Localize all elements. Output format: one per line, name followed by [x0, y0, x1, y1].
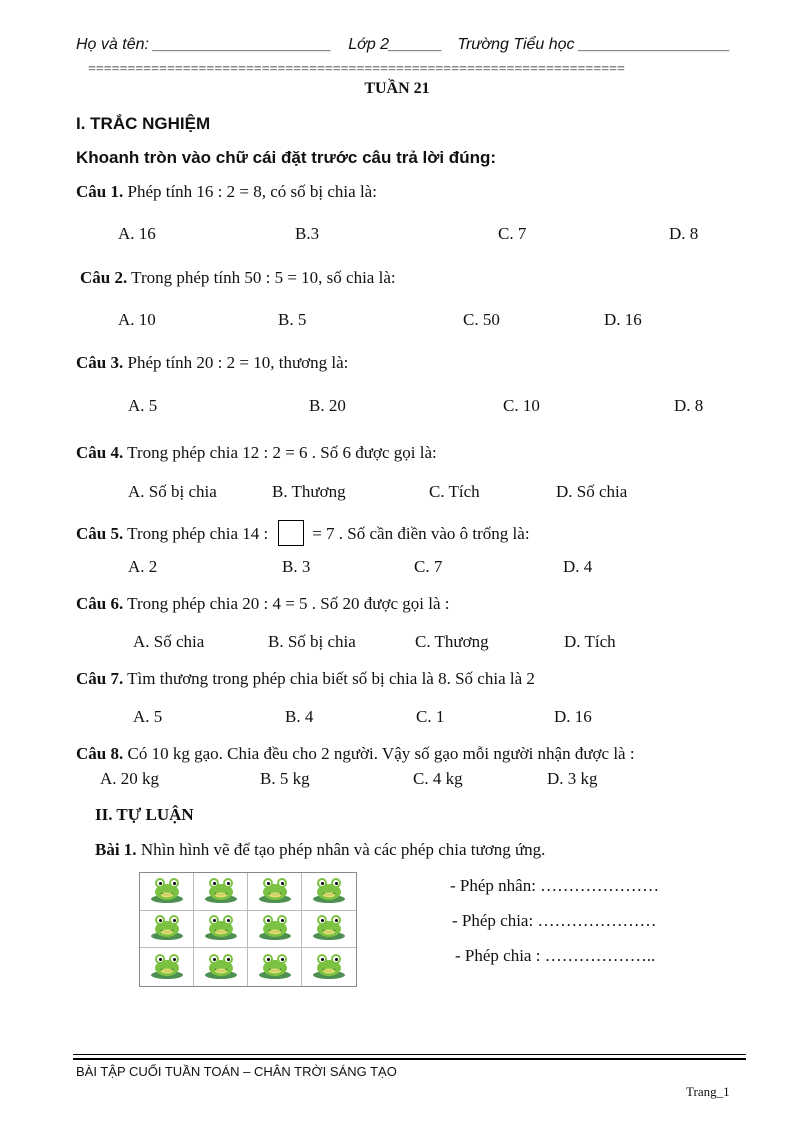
- frog-icon: [150, 875, 184, 908]
- frog-icon: [150, 912, 184, 945]
- question-label: Câu 4.: [76, 443, 124, 462]
- question-text-after: = 7 . Số cần điền vào ô trống là:: [312, 524, 530, 543]
- frog-cell: [194, 911, 248, 949]
- frog-icon: [312, 912, 346, 945]
- frog-icon: [312, 951, 346, 984]
- question-5: [76, 520, 530, 546]
- frog-cell: [302, 948, 356, 986]
- question-6: [76, 594, 449, 614]
- frog-icon: [204, 951, 238, 984]
- q7-option-d[interactable]: D. 16: [554, 707, 592, 726]
- q4-option-b[interactable]: B. Thương: [272, 482, 346, 501]
- q2-option-b[interactable]: B. 5: [278, 310, 307, 329]
- question-2: [80, 268, 396, 288]
- frog-icon: [204, 875, 238, 908]
- q3-option-b[interactable]: B. 20: [309, 396, 346, 415]
- q7-option-c[interactable]: C. 1: [416, 707, 445, 726]
- q8-option-a[interactable]: A. 20 kg: [100, 769, 160, 788]
- question-label: Câu 8.: [76, 744, 124, 763]
- question-7: [76, 669, 535, 689]
- frog-icon: [258, 951, 292, 984]
- name-field-label: Họ và tên: ____________________: [76, 36, 332, 53]
- footer-rule-thin: [73, 1054, 746, 1055]
- q8-option-b[interactable]: B. 5 kg: [260, 769, 310, 788]
- q6-option-c[interactable]: C. Thương: [415, 632, 489, 651]
- question-label: Câu 3.: [76, 353, 124, 372]
- q4-option-c[interactable]: C. Tích: [429, 482, 480, 501]
- q4-option-d[interactable]: D. Số chia: [556, 482, 628, 501]
- frog-cell: [302, 911, 356, 949]
- question-1: [76, 182, 377, 202]
- frog-cell: [248, 873, 302, 911]
- exercise-1: [95, 840, 545, 860]
- q6-option-b[interactable]: B. Số bị chia: [268, 632, 356, 651]
- q4-option-a[interactable]: A. Số bị chia: [128, 482, 217, 501]
- exercise-label: Bài 1.: [95, 840, 137, 859]
- question-8: [76, 744, 635, 764]
- q3-option-c[interactable]: C. 10: [503, 396, 540, 415]
- question-label: Câu 2.: [80, 268, 128, 287]
- question-text-before: Trong phép chia 14 :: [123, 524, 269, 543]
- q5-option-b[interactable]: B. 3: [282, 557, 311, 576]
- q3-option-a[interactable]: A. 5: [128, 396, 158, 415]
- question-label: Câu 1.: [76, 182, 124, 201]
- multiplication-answer-line[interactable]: - Phép nhân: …………………: [450, 876, 660, 895]
- question-label: Câu 7.: [76, 669, 124, 688]
- frog-cell: [194, 873, 248, 911]
- frog-cell: [140, 948, 194, 986]
- q7-option-b[interactable]: B. 4: [285, 707, 314, 726]
- question-4: [76, 443, 437, 463]
- q3-option-d[interactable]: D. 8: [674, 396, 704, 415]
- frog-cell: [248, 911, 302, 949]
- question-3: [76, 353, 348, 373]
- q5-option-c[interactable]: C. 7: [414, 557, 443, 576]
- q1-option-a[interactable]: A. 16: [118, 224, 156, 243]
- q1-option-d[interactable]: D. 8: [669, 224, 699, 243]
- footer-rule-thick: [73, 1058, 746, 1060]
- question-label: Câu 5.: [76, 524, 124, 543]
- q2-option-a[interactable]: A. 10: [118, 310, 156, 329]
- part2-title: II. TỰ LUẬN: [95, 805, 194, 824]
- q2-option-d[interactable]: D. 16: [604, 310, 642, 329]
- frog-cell: [302, 873, 356, 911]
- frog-icon: [204, 912, 238, 945]
- frog-cell: [140, 873, 194, 911]
- frog-picture: [139, 872, 357, 987]
- page-number: Trang_1: [686, 1084, 730, 1099]
- question-text: Trong phép tính 50 : 5 = 10, số chia là:: [127, 268, 396, 287]
- student-info-header: [76, 36, 730, 54]
- part1-instruction: Khoanh tròn vào chữ cái đặt trước câu trả lời đúng:: [76, 148, 497, 167]
- question-text: Trong phép chia 20 : 4 = 5 . Số 20 được gọi là :: [123, 594, 450, 613]
- class-field-label: Lớp 2______: [348, 36, 443, 53]
- question-text: Trong phép chia 12 : 2 = 6 . Số 6 được gọi là:: [123, 443, 437, 462]
- footer-title: BÀI TẬP CUỐI TUẦN TOÁN – CHÂN TRỜI SÁNG TẠO: [76, 1064, 397, 1079]
- division-answer-line-2[interactable]: - Phép chia : ………………..: [455, 946, 656, 965]
- q1-option-c[interactable]: C. 7: [498, 224, 527, 243]
- answer-blank-box[interactable]: [278, 520, 304, 546]
- header-divider: ====================================================================: [88, 62, 625, 77]
- school-field-label: Trường Tiểu học _________________: [457, 36, 731, 53]
- frog-icon: [258, 875, 292, 908]
- frog-icon: [312, 875, 346, 908]
- q6-option-a[interactable]: A. Số chia: [133, 632, 205, 651]
- question-label: Câu 6.: [76, 594, 124, 613]
- frog-cell: [248, 948, 302, 986]
- question-text: Phép tính 20 : 2 = 10, thương là:: [123, 353, 349, 372]
- part1-title: I. TRẮC NGHIỆM: [76, 114, 211, 133]
- frog-cell: [140, 911, 194, 949]
- question-text: Phép tính 16 : 2 = 8, có số bị chia là:: [123, 182, 377, 201]
- division-answer-line-1[interactable]: - Phép chia: …………………: [452, 911, 657, 930]
- q5-option-a[interactable]: A. 2: [128, 557, 158, 576]
- q5-option-d[interactable]: D. 4: [563, 557, 593, 576]
- q2-option-c[interactable]: C. 50: [463, 310, 500, 329]
- q8-option-d[interactable]: D. 3 kg: [547, 769, 598, 788]
- q6-option-d[interactable]: D. Tích: [564, 632, 616, 651]
- frog-icon: [258, 912, 292, 945]
- week-title: TUẦN 21: [364, 80, 430, 97]
- exercise-text: Nhìn hình vẽ để tạo phép nhân và các phép chia tương ứng.: [136, 840, 546, 859]
- q7-option-a[interactable]: A. 5: [133, 707, 163, 726]
- q8-option-c[interactable]: C. 4 kg: [413, 769, 463, 788]
- question-text: Có 10 kg gạo. Chia đều cho 2 người. Vậy số gạo mỗi người nhận được là :: [123, 744, 635, 763]
- frog-icon: [150, 951, 184, 984]
- frog-cell: [194, 948, 248, 986]
- question-text: Tìm thương trong phép chia biết số bị chia là 8. Số chia là 2: [123, 669, 535, 688]
- q1-option-b[interactable]: B.3: [295, 224, 320, 243]
